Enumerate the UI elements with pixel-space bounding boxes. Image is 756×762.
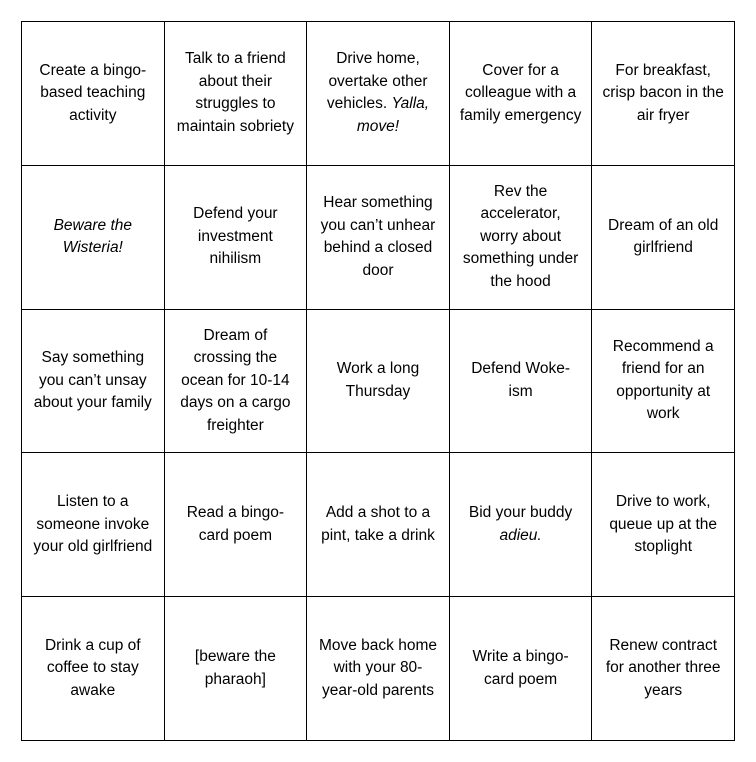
bingo-cell-text: Read a bingo-card poem <box>186 504 285 544</box>
bingo-cell-r1c3 <box>307 22 450 166</box>
bingo-cell-text-regular: Bid your buddy <box>468 504 573 522</box>
bingo-cell-r4c3 <box>307 453 450 597</box>
bingo-cell-r5c5 <box>592 597 735 741</box>
bingo-cell-r1c5 <box>592 22 735 166</box>
bingo-cell-text: Defend Woke-ism <box>471 360 570 400</box>
bingo-cell-r5c2 <box>165 597 308 741</box>
bingo-cell-text: Rev the accelerator, worry about something under the hood <box>462 182 579 290</box>
bingo-cell-r4c1 <box>22 453 165 597</box>
bingo-cell-text: Create a bingo-based teaching activity <box>39 61 147 124</box>
bingo-cell-text: Write a bingo-card poem <box>472 648 569 688</box>
bingo-cell-r5c1 <box>22 597 165 741</box>
bingo-card-grid <box>21 21 735 741</box>
bingo-cell-r5c3 <box>307 597 450 741</box>
bingo-cell-text <box>317 48 439 138</box>
bingo-cell-text-italic: Yalla, move! <box>356 95 430 135</box>
bingo-cell-text: Renew contract for another three years <box>605 636 721 699</box>
bingo-cell-r3c3 <box>307 310 450 454</box>
bingo-cell-r2c3 <box>307 166 450 310</box>
bingo-cell-text-italic: adieu. <box>499 526 542 544</box>
bingo-cell-r3c5 <box>592 310 735 454</box>
bingo-cell-text: Say something you can’t unsay about your family <box>33 349 152 412</box>
bingo-cell-text: Listen to a someone invoke your old girlfriend <box>33 493 153 556</box>
bingo-cell-text: Add a shot to a pint, take a drink <box>321 504 435 544</box>
bingo-cell-text: Cover for a colleague with a family emergency <box>459 61 582 124</box>
bingo-cell-r2c4 <box>450 166 593 310</box>
bingo-cell-r4c2 <box>165 453 308 597</box>
bingo-cell-text: Talk to a friend about their struggles to maintain sobriety <box>176 50 294 135</box>
bingo-cell-r3c2 <box>165 310 308 454</box>
bingo-cell-text-italic: Beware the Wisteria! <box>53 216 132 257</box>
bingo-cell-r3c4 <box>450 310 593 454</box>
bingo-cell-text-regular: Drive home, overtake other vehicles. <box>326 50 428 113</box>
bingo-cell-text: Dream of an old girlfriend <box>608 216 719 257</box>
bingo-cell-text: Defend your investment nihilism <box>193 205 278 268</box>
bingo-cell-text: Move back home with your 80-year-old parents <box>318 636 437 699</box>
bingo-cell-r5c4 <box>450 597 593 741</box>
bingo-cell-text: Work a long Thursday <box>336 360 420 400</box>
bingo-cell-r1c2 <box>165 22 308 166</box>
bingo-cell-text: Drive to work, queue up at the stoplight <box>609 493 718 556</box>
bingo-cell-text: Recommend a friend for an opportunity at work <box>612 337 714 423</box>
bingo-cell-r2c1 <box>22 166 165 310</box>
bingo-cell-r3c1 <box>22 310 165 454</box>
bingo-cell-text: Dream of crossing the ocean for 10-14 days on a cargo freighter <box>180 326 291 434</box>
bingo-cell-text: Drink a cup of coffee to stay awake <box>44 636 141 699</box>
bingo-cell-r2c2 <box>165 166 308 310</box>
bingo-cell-text: [beware the pharaoh] <box>194 648 276 688</box>
bingo-cell-r1c4 <box>450 22 593 166</box>
bingo-cell-text <box>460 502 582 547</box>
bingo-cell-r2c5 <box>592 166 735 310</box>
bingo-cell-text: Hear something you can’t unhear behind a closed door <box>320 194 436 279</box>
bingo-cell-text: For breakfast, crisp bacon in the air fryer <box>602 61 724 124</box>
bingo-cell-r4c5 <box>592 453 735 597</box>
bingo-cell-r1c1 <box>22 22 165 166</box>
bingo-cell-r4c4 <box>450 453 593 597</box>
